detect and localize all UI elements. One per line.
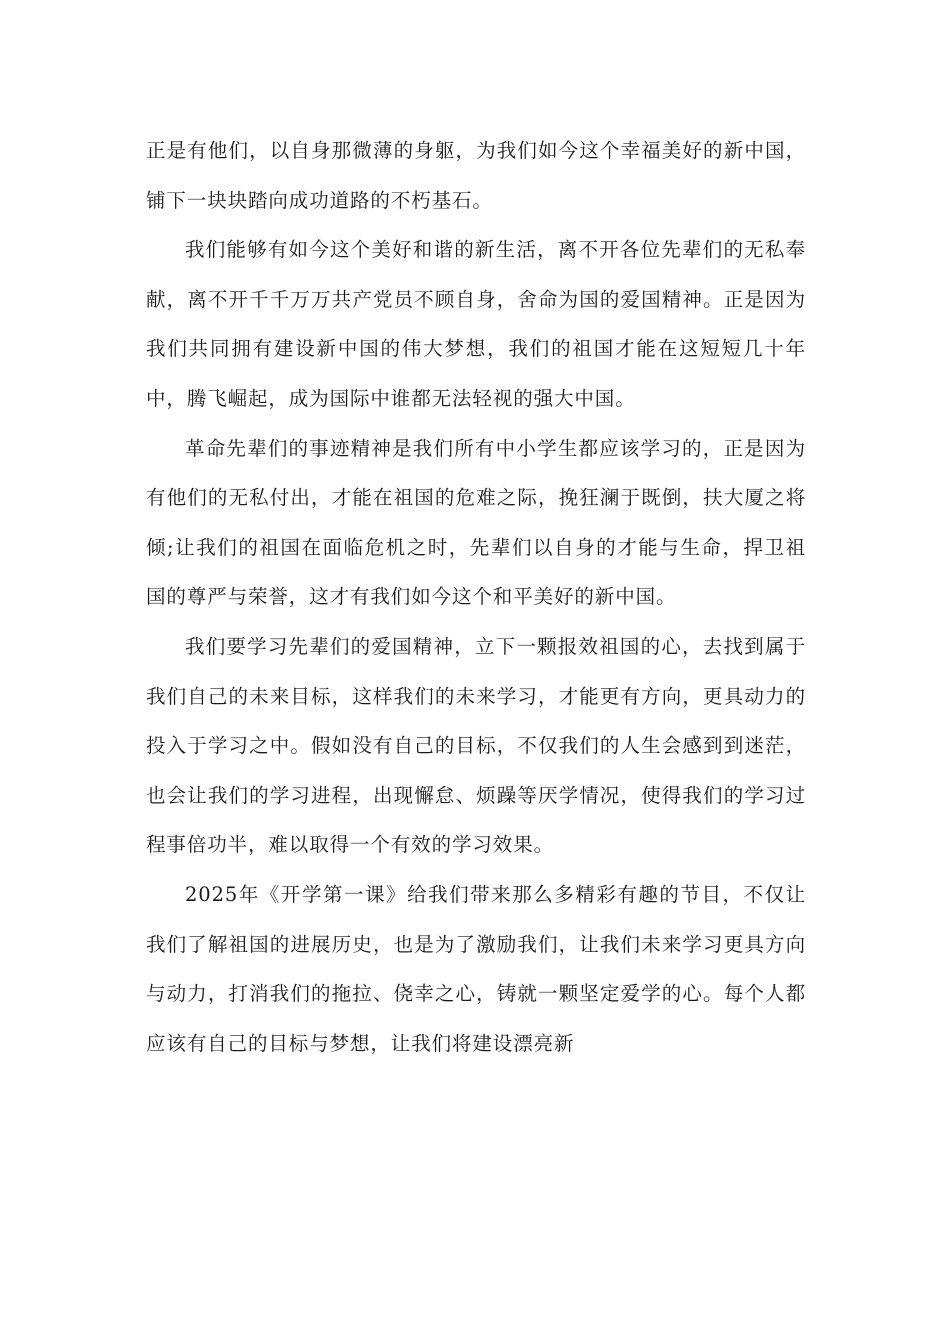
paragraph-2: 我们能够有如今这个美好和谐的新生活，离不开各位先辈们的无私奉献，离不开千千万万共产党员不顾自身，舍命为国的爱国精神。正是因为我们共同拥有建设新中国的伟大梦想，我们的祖国才能在这短短几十年中，腾飞崛起，成为国际中谁都无法轻视的强大中国。 bbox=[146, 238, 806, 410]
paragraph-1: 正是有他们，以自身那微薄的身躯，为我们如今这个幸福美好的新中国，铺下一块块踏向成功道路的不朽基石。 bbox=[146, 139, 806, 212]
document-body bbox=[146, 126, 806, 1068]
paragraph-4: 我们要学习先辈们的爱国精神，立下一颗报效祖国的心，去找到属于我们自己的未来目标，这样我们的未来学习，才能更有方向，更具动力的投入于学习之中。假如没有自己的目标，不仅我们的人生会感到到迷茫，也会让我们的学习进程，出现懈怠、烦躁等厌学情况，使得我们的学习过程事倍功半，难以取得一个有效的学习效果。 bbox=[146, 634, 806, 857]
paragraph-3: 革命先辈们的事迹精神是我们所有中小学生都应该学习的，正是因为有他们的无私付出，才能在祖国的危难之际，挽狂澜于既倒，扶大厦之将倾;让我们的祖国在面临危机之时，先辈们以自身的才能与生命，捍卫祖国的尊严与荣誉，这才有我们如今这个和平美好的新中国。 bbox=[146, 436, 806, 609]
paragraph-5: 2025年《开学第一课》给我们带来那么多精彩有趣的节目，不仅让我们了解祖国的进展历史，也是为了激励我们，让我们未来学习更具方向与动力，打消我们的拖拉、侥幸之心，铸就一颗坚定爱学的心。每个人都应该有自己的目标与梦想，让我们将建设漂亮新 bbox=[146, 882, 806, 1055]
